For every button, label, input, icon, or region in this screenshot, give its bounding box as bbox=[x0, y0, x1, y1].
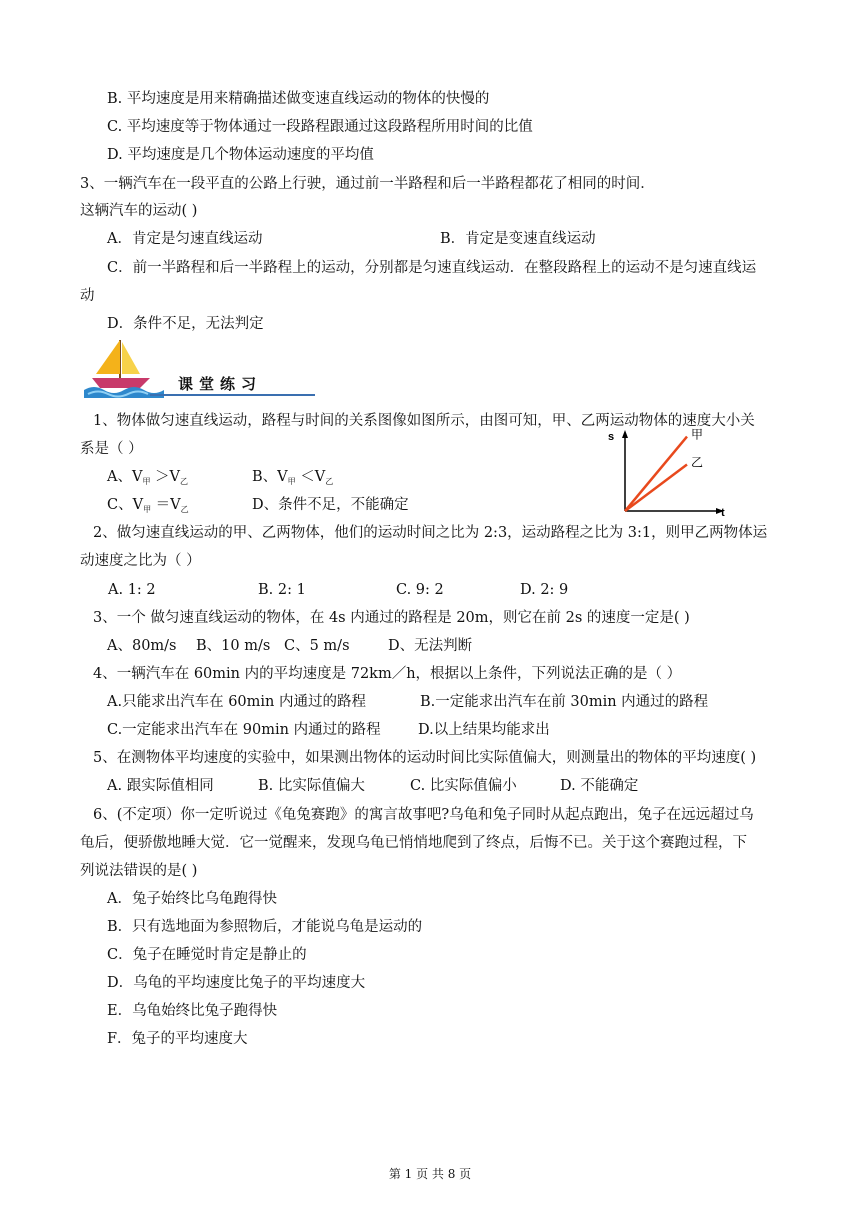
p6-option-c: C．兔子在睡觉时肯定是静止的 bbox=[107, 947, 307, 963]
p6-stem-cont: 龟后，便骄傲地睡大觉．它一觉醒来，发现乌龟已悄悄地爬到了终点，后悔不已。关于这个赛跑过程，下 bbox=[80, 835, 747, 851]
sailboat-icon bbox=[84, 336, 164, 400]
p3-option-a: A、80m/s bbox=[107, 638, 177, 654]
p2-stem-cont: 动速度之比为（ ） bbox=[80, 553, 201, 569]
q3-option-c-cont: 动 bbox=[80, 288, 95, 304]
q3-stem: 3、一辆汽车在一段平直的公路上行驶，通过前一半路程和后一半路程都花了相同的时间． bbox=[80, 176, 655, 192]
p3-option-c: C、5 m/s bbox=[284, 638, 350, 654]
p4-option-d: D.以上结果均能求出 bbox=[418, 722, 550, 738]
q3-option-b: B．肯定是变速直线运动 bbox=[440, 231, 596, 247]
p2-option-d: D. 2: 9 bbox=[520, 582, 569, 598]
t-axis-label: t bbox=[721, 507, 725, 519]
p6-option-e: E．乌龟始终比兔子跑得快 bbox=[107, 1003, 278, 1019]
p3-option-b: B、10 m/s bbox=[196, 638, 271, 654]
p6-option-a: A．兔子始终比乌龟跑得快 bbox=[107, 891, 277, 907]
p1-option-a: A、$V_甲 >V_乙$ bbox=[107, 469, 189, 486]
s-axis-label: s bbox=[608, 431, 615, 443]
p6-option-b: B．只有选地面为参照物后，才能说乌龟是运动的 bbox=[107, 919, 423, 935]
p4-option-c: C.一定能求出汽车在 90min 内通过的路程 bbox=[107, 722, 381, 738]
s-t-graph bbox=[600, 426, 740, 522]
p2-option-a: A. 1: 2 bbox=[108, 582, 156, 598]
p6-option-f: F．兔子的平均速度大 bbox=[107, 1031, 248, 1047]
p6-stem: 6、(不定项）你一定听说过《龟兔赛跑》的寓言故事吧?乌龟和兔子同时从起点跑出，兔子在远远超过乌 bbox=[93, 807, 754, 823]
p1-option-d: D、条件不足，不能确定 bbox=[252, 497, 409, 513]
series-line-1 bbox=[625, 437, 687, 511]
p4-option-b: B.一定能求出汽车在前 30min 内通过的路程 bbox=[420, 694, 709, 710]
q3-option-c: C．前一半路程和后一半路程上的运动，分别都是匀速直线运动．在整段路程上的运动不是匀速直线运 bbox=[107, 260, 757, 276]
page-footer: 第 1 页 共 8 页 bbox=[388, 1167, 472, 1181]
p4-stem: 4、一辆汽车在 60min 内的平均速度是 72km／h，根据以上条件，下列说法正确的是（ ） bbox=[93, 666, 682, 682]
p2-option-b: B. 2: 1 bbox=[258, 582, 306, 598]
option-d: D. 平均速度是几个物体运动速度的平均值 bbox=[107, 147, 374, 163]
q3-option-d: D．条件不足，无法判定 bbox=[107, 316, 264, 332]
p1-stem: 1、物体做匀速直线运动，路程与时间的关系图像如图所示，由图可知，甲、乙两运动物体的速度大小关 bbox=[93, 413, 755, 429]
series-label-2: 乙 bbox=[691, 455, 704, 470]
section-title: 课堂练习 bbox=[178, 375, 263, 393]
p4-option-a: A.只能求出汽车在 60min 内通过的路程 bbox=[107, 694, 366, 710]
p3-stem: 3、一个 做匀速直线运动的物体，在 4s 内通过的路程是 20m，则它在前 2s 的速度一定是( ) bbox=[93, 610, 690, 626]
p1-stem-cont: 系是（ ） bbox=[80, 441, 143, 457]
p5-option-d: D. 不能确定 bbox=[560, 778, 639, 794]
p2-stem: 2、做匀速直线运动的甲、乙两物体，他们的运动时间之比为 2:3，运动路程之比为 3:1，则甲乙两物体运 bbox=[93, 525, 768, 541]
q3-option-a: A．肯定是匀速直线运动 bbox=[107, 231, 263, 247]
q3-stem-cont: 这辆汽车的运动( ) bbox=[80, 203, 198, 219]
series-line-2 bbox=[625, 465, 687, 512]
p3-option-d: D、无法判断 bbox=[388, 638, 473, 654]
p5-option-b: B. 比实际值偏大 bbox=[258, 778, 365, 794]
s-axis-arrow bbox=[622, 430, 628, 438]
option-b: B. 平均速度是用来精确描述做变速直线运动的物体的快慢的 bbox=[107, 91, 490, 107]
section-divider bbox=[150, 394, 315, 396]
p5-option-a: A. 跟实际值相同 bbox=[107, 778, 214, 794]
p6-option-d: D．乌龟的平均速度比兔子的平均速度大 bbox=[107, 975, 366, 991]
option-c: C. 平均速度等于物体通过一段路程跟通过这段路程所用时间的比值 bbox=[107, 119, 533, 135]
p6-stem-cont2: 列说法错误的是( ) bbox=[80, 863, 198, 879]
p1-option-c: C、$V_甲 =V_乙$ bbox=[107, 497, 189, 514]
series-label-1: 甲 bbox=[691, 427, 704, 442]
p5-stem: 5、在测物体平均速度的实验中，如果测出物体的运动时间比实际值偏大，则测量出的物体的平均速度( ) bbox=[93, 750, 757, 766]
p5-option-c: C. 比实际值偏小 bbox=[410, 778, 517, 794]
p1-option-b: B、$V_甲 <V_乙$ bbox=[252, 469, 334, 486]
p2-option-c: C. 9: 2 bbox=[396, 582, 444, 598]
